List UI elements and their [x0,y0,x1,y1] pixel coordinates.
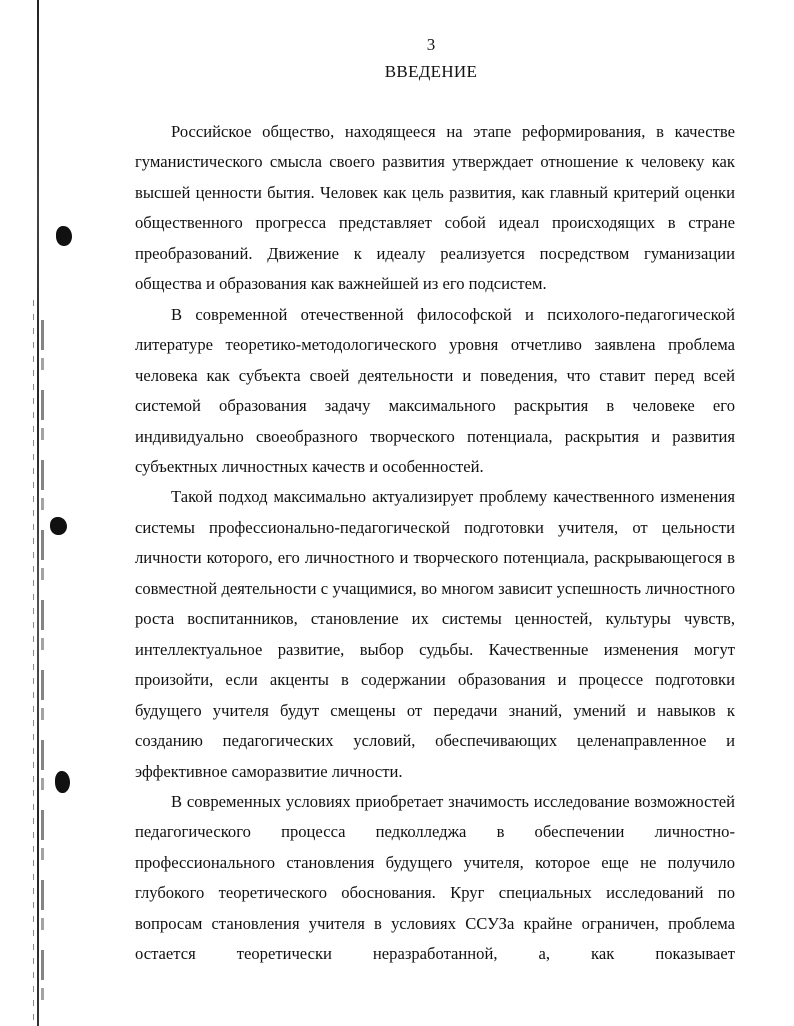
paragraph: Такой подход максимально актуализирует проблему качественного изменения системы профессионально-педагогической подготовки учителя, от цельности личности которого, его личностного и творческого потенциала, раскрывающегося в совместной деятельности с учащимися, во многом зависит успешность личностного роста воспитанников, становление их системы ценностей, культуры чувств, интеллектуальное развитие, выбор судьбы. Качественные изменения могут произойти, если акценты в содержании образования и процессе подготовки будущего учителя будут смещены от передачи знаний, умений и навыков к созданию педагогических условий, обеспечивающих целенаправленное и эффективное саморазвитие личности. [135,487,735,781]
body-text [135,117,735,970]
section-title: ВВЕДЕНИЕ [384,62,478,81]
paragraph: В современных условиях приобретает значимость исследование возможностей педагогического процесса педколледжа в обеспечении личностно-профессионального становления будущего учителя, которое еще не получило глубокого теоретического обоснования. Круг специальных исследований по вопросам становления учителя в условиях ССУЗа крайне ограничен, проблема остается теоретически неразработанной, а, как показывает [135,791,735,964]
paragraph: В современной отечественной философской и психолого-педагогической литературе теоретико-методологического уровня отчетливо заявлена проблема человека как субъекта своей деятельности и поведения, что ставит перед всей системой образования задачу максимального раскрытия в человеке его индивидуально своеобразного творческого потенциала, раскрытия и развития субъектных личностных качеств и особенностей. [135,304,735,476]
paragraph: Российское общество, находящееся на этапе реформирования, в качестве гуманистического смысла своего развития утверждает отношение к человеку как высшей ценности бытия. Человек как цель развития, как главный критерий оценки общественного прогресса представляет собой идеал происходящих в стране преобразований. Движение к идеалу реализуется посредством гуманизации общества и образования как важнейшей из его подсистем. [135,122,735,294]
page-number: 3 [426,35,436,54]
scan-binding-edge-dashes [33,300,34,1026]
punch-hole-mark [50,517,67,535]
punch-hole-mark [56,226,72,246]
punch-hole-mark [55,771,70,793]
scan-binding-edge [37,0,39,1026]
scan-binding-edge-marks [41,320,44,1020]
